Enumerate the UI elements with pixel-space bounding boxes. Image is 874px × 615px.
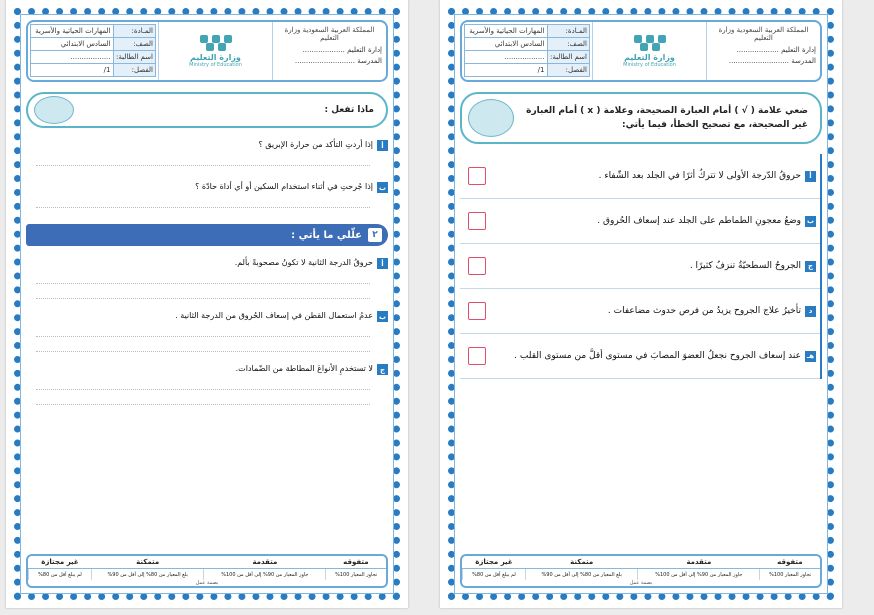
tf-item: ج الجروحُ السطحيّةُ تنزفُ كثيرًا . (460, 244, 820, 289)
tf-item: أ حروقُ الدّرجة الأولى لا تتركُ أثرًا في الجلد بعد الشّفاء . (460, 154, 820, 199)
answer-checkbox[interactable] (468, 212, 486, 230)
answer-line[interactable] (36, 269, 370, 284)
grade-checkbox[interactable]: بلغ المعيار من 80% إلى أقل من 90% (91, 569, 204, 581)
true-false-list (460, 154, 822, 379)
grade-checkbox[interactable]: جاوز المعيار من 90% إلى أقل من 100% (204, 569, 326, 581)
grading-footer: متفوقه متقدمة متمكنة غير مجتازة تجاوز المعيار 100% جاوز المعيار من 90% إلى أقل من 100% بلغ المعيار من 80% إلى أقل من 90% لم يبلغ أقل من 80% بصمة عمل (460, 554, 822, 588)
stamp-label: بصمة عمل (195, 580, 219, 586)
stamp-label: بصمة عمل (629, 580, 653, 586)
student-name-field[interactable]: .................. (465, 51, 548, 64)
grading-footer: متفوقه متقدمة متمكنة غير مجتازة تجاوز المعيار 100% جاوز المعيار من 90% إلى أقل من 100% بلغ المعيار من 80% إلى أقل من 90% لم يبلغ أقل من 80% بصمة عمل (26, 554, 388, 588)
answer-checkbox[interactable] (468, 257, 486, 275)
student-name-field[interactable]: .................. (31, 51, 114, 64)
answer-checkbox[interactable] (468, 302, 486, 320)
grade-checkbox[interactable]: لم يبلغ أقل من 80% (29, 569, 92, 581)
kingdom-logo-text: المملكة العربية السعودية وزارة التعليم (284, 26, 375, 42)
question-b: ب إذا جُرحتِ في أثناء استخدام السكين أو أي أداة حادّة ؟ (195, 182, 387, 192)
worksheet-page-right (440, 0, 842, 608)
grade-checkbox[interactable]: لم يبلغ أقل من 80% (463, 569, 526, 581)
page-header (26, 20, 388, 82)
grade-checkbox[interactable]: تجاوز المعيار 100% (760, 569, 820, 581)
kingdom-logo-text: المملكة العربية السعودية وزارة التعليم (718, 26, 809, 42)
grade-checkbox[interactable]: بلغ المعيار من 80% إلى أقل من 90% (525, 569, 638, 581)
section-title: علّلي ما يأتي : (291, 229, 362, 241)
question-number: ب (378, 183, 387, 192)
school-line: المدرسة ........................... (728, 57, 816, 65)
answer-line[interactable] (36, 322, 370, 337)
answer-checkbox[interactable] (468, 347, 486, 365)
tf-item: ب وضعُ معجونِ الطماطم على الجلد عند إسعاف الحُروق . (460, 199, 820, 244)
moe-logo: وزارة التعليم Ministry of Education (158, 22, 272, 80)
answer-checkbox[interactable] (468, 167, 486, 185)
reason-b: ب عدمُ استعمال القطن في إسعاف الحُروق من الدرجة الثانية . (175, 311, 387, 321)
student-info-table: المـادة: المهارات الحياتية والأسرية الصف: السادس الابتدائي اسم الطالبة: .................. الفصل: 1/ (30, 24, 156, 77)
moe-logo-icon (196, 35, 236, 51)
grade-checkbox[interactable]: تجاوز المعيار 100% (326, 569, 386, 581)
moe-logo-icon (630, 35, 670, 51)
answer-line[interactable] (36, 375, 370, 390)
reason-c: ج لا تستخدمِ الأنواعَ المطاطة من الضّمادات. (26, 364, 388, 375)
answer-line[interactable] (36, 193, 370, 208)
school-line: المدرسة ........................... (294, 57, 382, 65)
section-2-header (26, 224, 388, 246)
grade-checkbox[interactable]: جاوز المعيار من 90% إلى أقل من 100% (638, 569, 760, 581)
tf-item: هـ عند إسعاف الجروح نجعلُ العضوَ المصابَ في مستوى أقلَّ من مستوى القلب . (460, 334, 820, 379)
banner-title: ماذا تفعل : (324, 105, 374, 115)
answer-line[interactable] (36, 151, 370, 166)
instructions-text: ضعي علامة ( √ ) أمام العبارة الصحيحة، وعلامة ( x ) أمام العبارة غير الصحيحة، مع تصحيح الخطأ، فيما يأتي: (526, 106, 808, 130)
answer-line[interactable] (36, 390, 370, 405)
page-header (460, 20, 822, 82)
what-to-do-banner (26, 92, 388, 128)
student-info-table: المـادة: المهارات الحياتية والأسرية الصف: السادس الابتدائي اسم الطالبة: .................. الفصل: 1/ (464, 24, 590, 77)
instructions-banner (460, 92, 822, 144)
section-number: ٢ (368, 228, 382, 242)
question-a: أ إذا أردتِ التأكد من حرارة الإبريق ؟ (26, 140, 388, 151)
edu-admin-line: إدارة التعليم ................... (736, 46, 816, 54)
reason-a: أ حروقُ الدرجة الثانية لا تكونُ مصحوبةً بألم. (26, 258, 388, 269)
answer-line[interactable] (36, 337, 370, 352)
worksheet-page-left (6, 0, 408, 608)
question-number: أ (377, 140, 388, 151)
moe-logo: وزارة التعليم Ministry of Education (592, 22, 706, 80)
cloud-icon (468, 99, 514, 137)
edu-admin-line: إدارة التعليم ................... (302, 46, 382, 54)
cloud-icon (34, 96, 74, 124)
answer-line[interactable] (36, 284, 370, 299)
tf-item: د تأخيرُ علاج الجروح يزيدُ من فرص حدوث مضاعفات . (460, 289, 820, 334)
